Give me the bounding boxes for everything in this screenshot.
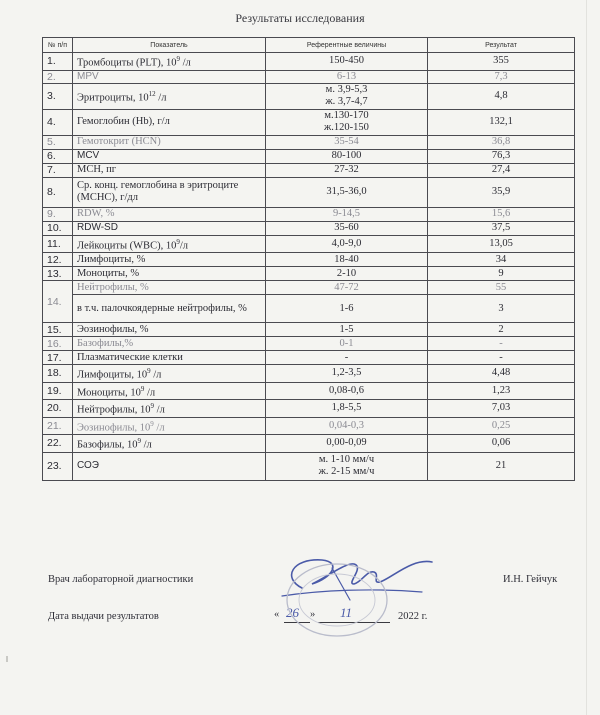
table-row — [43, 452, 575, 480]
indicator-name: Моноциты, 10 — [77, 387, 141, 398]
indicator-name: Базофилы, 10 — [77, 439, 138, 451]
indicator-exponent: 9 — [140, 384, 145, 393]
reference-line: 35-54 — [334, 136, 359, 147]
row-reference — [266, 435, 428, 453]
row-indicator — [73, 281, 266, 295]
header-num: № п/п — [43, 38, 73, 53]
row-number: 10. — [43, 221, 73, 235]
row-indicator — [73, 177, 266, 207]
indicator-name: Эритроциты, 10 — [77, 92, 149, 104]
row-number: 8. — [43, 177, 73, 207]
row-indicator — [73, 365, 266, 383]
row-result: 76,3 — [428, 149, 575, 163]
reference-line: 35-60 — [334, 222, 359, 233]
reference-line: ж. 3,7-4,7 — [325, 96, 368, 107]
row-result: 1,23 — [428, 382, 575, 400]
row-number: 4. — [43, 109, 73, 135]
row-indicator — [73, 351, 266, 365]
results-table — [42, 37, 575, 481]
row-result: 0,06 — [428, 435, 575, 453]
row-result: 15,6 — [428, 207, 575, 221]
indicator-unit: /л — [141, 439, 152, 451]
indicator-unit: /л — [150, 369, 162, 381]
indicator-name: Лимфоциты, 10 — [77, 369, 148, 381]
row-number: 21. — [43, 417, 73, 435]
row-result: - — [428, 337, 575, 351]
indicator-unit: /л — [153, 422, 165, 433]
reference-line: м.130-170 — [324, 110, 369, 121]
doctor-name: И.Н. Гейчук — [503, 574, 558, 585]
row-reference — [266, 295, 428, 323]
row-indicator — [73, 435, 266, 453]
row-result: 132,1 — [428, 109, 575, 135]
row-result: 7,03 — [428, 400, 575, 418]
row-number: 17. — [43, 351, 73, 365]
row-reference — [266, 365, 428, 383]
row-indicator — [73, 70, 266, 83]
row-reference — [266, 135, 428, 149]
row-reference — [266, 163, 428, 177]
row-indicator — [73, 253, 266, 267]
row-reference — [266, 149, 428, 163]
indicator-exponent: 9 — [150, 419, 154, 428]
reference-line: 0,08-0,6 — [329, 384, 364, 396]
row-indicator — [73, 221, 266, 235]
row-result: 36,8 — [428, 135, 575, 149]
reference-line: м. 1-10 мм/ч — [318, 454, 375, 465]
reference-line: 0,00-0,09 — [326, 437, 367, 449]
reference-line: 1,2-3,5 — [331, 367, 362, 379]
row-indicator — [73, 267, 266, 281]
header-reference: Референтные величины — [266, 38, 428, 53]
table-row — [43, 177, 575, 207]
row-result: 4,48 — [428, 365, 575, 383]
row-result: 4,8 — [428, 83, 575, 109]
reference-line: 0-1 — [339, 337, 354, 349]
indicator-exponent: 9 — [176, 55, 181, 63]
reference-line: 80-100 — [331, 150, 362, 161]
row-reference — [266, 235, 428, 253]
scan-speck — [6, 656, 8, 662]
table-header-row — [43, 38, 575, 53]
indicator-unit: /л — [154, 404, 165, 416]
row-number: 16. — [43, 337, 73, 351]
table-row — [43, 323, 575, 337]
reference-line: 27-32 — [334, 164, 359, 175]
row-number: 12. — [43, 253, 73, 267]
row-number: 23. — [43, 452, 73, 480]
indicator-unit: /л — [144, 387, 156, 398]
row-indicator — [73, 400, 266, 418]
reference-line: 1-5 — [339, 323, 354, 335]
row-indicator — [73, 417, 266, 435]
row-reference — [266, 109, 428, 135]
indicator-name: MPV — [77, 70, 99, 82]
indicator-name: Эозинофилы, % — [77, 323, 149, 335]
row-number: 3. — [43, 83, 73, 109]
row-reference — [266, 400, 428, 418]
row-indicator — [73, 382, 266, 400]
table-row — [43, 281, 575, 295]
indicator-unit: /л — [180, 57, 191, 69]
row-indicator — [73, 109, 266, 135]
indicator-unit: /л — [179, 240, 188, 251]
table-row — [43, 70, 575, 83]
indicator-name: СОЭ — [77, 460, 99, 471]
row-reference — [266, 53, 428, 71]
reference-line: 18-40 — [334, 253, 359, 265]
reference-line: 2-10 — [336, 267, 357, 279]
row-result: 2 — [428, 323, 575, 337]
reference-line: 6-13 — [336, 70, 357, 82]
row-indicator — [73, 53, 266, 71]
row-result: 35,9 — [428, 177, 575, 207]
page-title: Результаты исследования — [235, 11, 365, 25]
row-number: 1. — [43, 53, 73, 71]
row-number: 9. — [43, 207, 73, 221]
indicator-name: Нейтрофилы, % — [77, 281, 149, 293]
scan-edge-line — [586, 0, 587, 715]
row-number: 11. — [43, 235, 73, 253]
indicator-name: RDW-SD — [77, 222, 118, 233]
row-number: 18. — [43, 365, 73, 383]
row-result: 55 — [428, 281, 575, 295]
reference-line: - — [344, 351, 349, 363]
table-row — [43, 109, 575, 135]
indicator-exponent: 9 — [176, 237, 180, 246]
row-result: - — [428, 351, 575, 365]
reference-line: ж.120-150 — [324, 122, 369, 133]
clinic-stamp — [282, 560, 392, 640]
row-indicator — [73, 149, 266, 163]
indicator-name: Тромбоциты (PLT), 10 — [77, 57, 177, 69]
table-row — [43, 135, 575, 149]
row-reference — [266, 253, 428, 267]
row-number: 7. — [43, 163, 73, 177]
row-number: 2. — [43, 70, 73, 83]
row-result: 3 — [428, 295, 575, 323]
row-indicator — [73, 235, 266, 253]
indicator-name: Нейтрофилы, 10 — [77, 404, 151, 416]
indicator-name: Лейкоциты (WBC), 10 — [77, 240, 177, 251]
row-result: 37,5 — [428, 221, 575, 235]
indicator-name: Гемоглобин (Hb), г/л — [77, 116, 170, 127]
reference-line: 47-72 — [334, 281, 359, 293]
table-row — [43, 207, 575, 221]
row-reference — [266, 70, 428, 83]
row-reference — [266, 177, 428, 207]
row-number: 13. — [43, 267, 73, 281]
indicator-name: RDW, % — [77, 208, 115, 219]
row-reference — [266, 337, 428, 351]
indicator-name: MCV — [77, 150, 100, 161]
table-row — [43, 337, 575, 351]
indicator-exponent: 12 — [148, 89, 156, 98]
row-number: 5. — [43, 135, 73, 149]
table-row — [43, 83, 575, 109]
doctor-label: Врач лабораторной диагностики — [48, 574, 194, 585]
row-result: 0,25 — [428, 417, 575, 435]
results-body — [43, 53, 575, 481]
indicator-name: Базофилы,% — [77, 337, 134, 349]
row-reference — [266, 281, 428, 295]
row-indicator — [73, 163, 266, 177]
row-number: 15. — [43, 323, 73, 337]
row-number: 19. — [43, 382, 73, 400]
row-reference — [266, 207, 428, 221]
row-result: 27,4 — [428, 163, 575, 177]
indicator-exponent: 9 — [150, 402, 155, 410]
row-result: 34 — [428, 253, 575, 267]
reference-line: 0,04-0,3 — [329, 419, 364, 431]
date-close-quote: » — [310, 609, 316, 620]
header-indicator: Показатель — [73, 38, 266, 53]
reference-line: 9-14,5 — [332, 208, 361, 219]
row-reference — [266, 417, 428, 435]
indicator-name: Эозинофилы, 10 — [77, 422, 151, 433]
row-result: 355 — [428, 53, 575, 71]
indicator-name: Моноциты, % — [77, 267, 140, 279]
row-indicator — [73, 323, 266, 337]
row-reference — [266, 452, 428, 480]
date-open-quote: « — [274, 609, 280, 620]
table-row — [43, 163, 575, 177]
date-year: 2022 г. — [398, 611, 428, 622]
indicator-exponent: 9 — [147, 367, 151, 375]
table-row — [43, 351, 575, 365]
row-indicator — [73, 295, 266, 323]
indicator-name: в т.ч. палочкоядерные нейтрофилы, % — [77, 302, 247, 314]
row-number: 20. — [43, 400, 73, 418]
row-indicator — [73, 83, 266, 109]
row-reference — [266, 323, 428, 337]
indicator-name: Гемотокрит (HCN) — [77, 136, 161, 147]
table-row — [43, 53, 575, 71]
row-indicator — [73, 337, 266, 351]
indicator-name: Плазматические клетки — [77, 351, 183, 363]
row-reference — [266, 83, 428, 109]
table-row — [43, 221, 575, 235]
indicator-name: Лимфоциты, % — [77, 253, 146, 265]
row-reference — [266, 351, 428, 365]
indicator-name: MCH, пг — [77, 164, 117, 175]
reference-line: 31,5-36,0 — [326, 186, 367, 197]
row-result: 7,3 — [428, 70, 575, 83]
row-number: 22. — [43, 435, 73, 453]
row-result: 13,05 — [428, 235, 575, 253]
row-indicator — [73, 135, 266, 149]
reference-line: 1-6 — [339, 302, 354, 314]
date-month: 11 — [340, 605, 353, 620]
date-day: 26 — [286, 605, 299, 620]
table-row — [43, 253, 575, 267]
table-row — [43, 400, 575, 418]
table-row — [43, 267, 575, 281]
date-label: Дата выдачи результатов — [48, 611, 159, 622]
row-number: 6. — [43, 149, 73, 163]
reference-line: м. 3,9-5,3 — [325, 84, 368, 95]
table-row — [43, 417, 575, 435]
header-result: Результат — [428, 38, 575, 53]
reference-line: 1,8-5,5 — [331, 402, 362, 414]
table-row — [43, 235, 575, 253]
row-reference — [266, 221, 428, 235]
table-row — [43, 149, 575, 163]
table-row — [43, 365, 575, 383]
row-result: 21 — [428, 452, 575, 480]
row-reference — [266, 267, 428, 281]
row-number: 14. — [43, 281, 73, 323]
table-row — [43, 382, 575, 400]
row-result: 9 — [428, 267, 575, 281]
indicator-name: Ср. конц. гемоглобина в эритроците (MCHC), г/дл — [77, 180, 239, 203]
reference-line: 4,0-9,0 — [331, 237, 362, 249]
table-row — [43, 295, 575, 323]
indicator-unit: /л — [155, 92, 167, 104]
row-reference — [266, 382, 428, 400]
reference-line: 150-450 — [329, 55, 364, 67]
reference-line: ж. 2-15 мм/ч — [318, 466, 375, 477]
row-indicator — [73, 452, 266, 480]
indicator-exponent: 9 — [137, 437, 141, 445]
table-row — [43, 435, 575, 453]
row-indicator — [73, 207, 266, 221]
